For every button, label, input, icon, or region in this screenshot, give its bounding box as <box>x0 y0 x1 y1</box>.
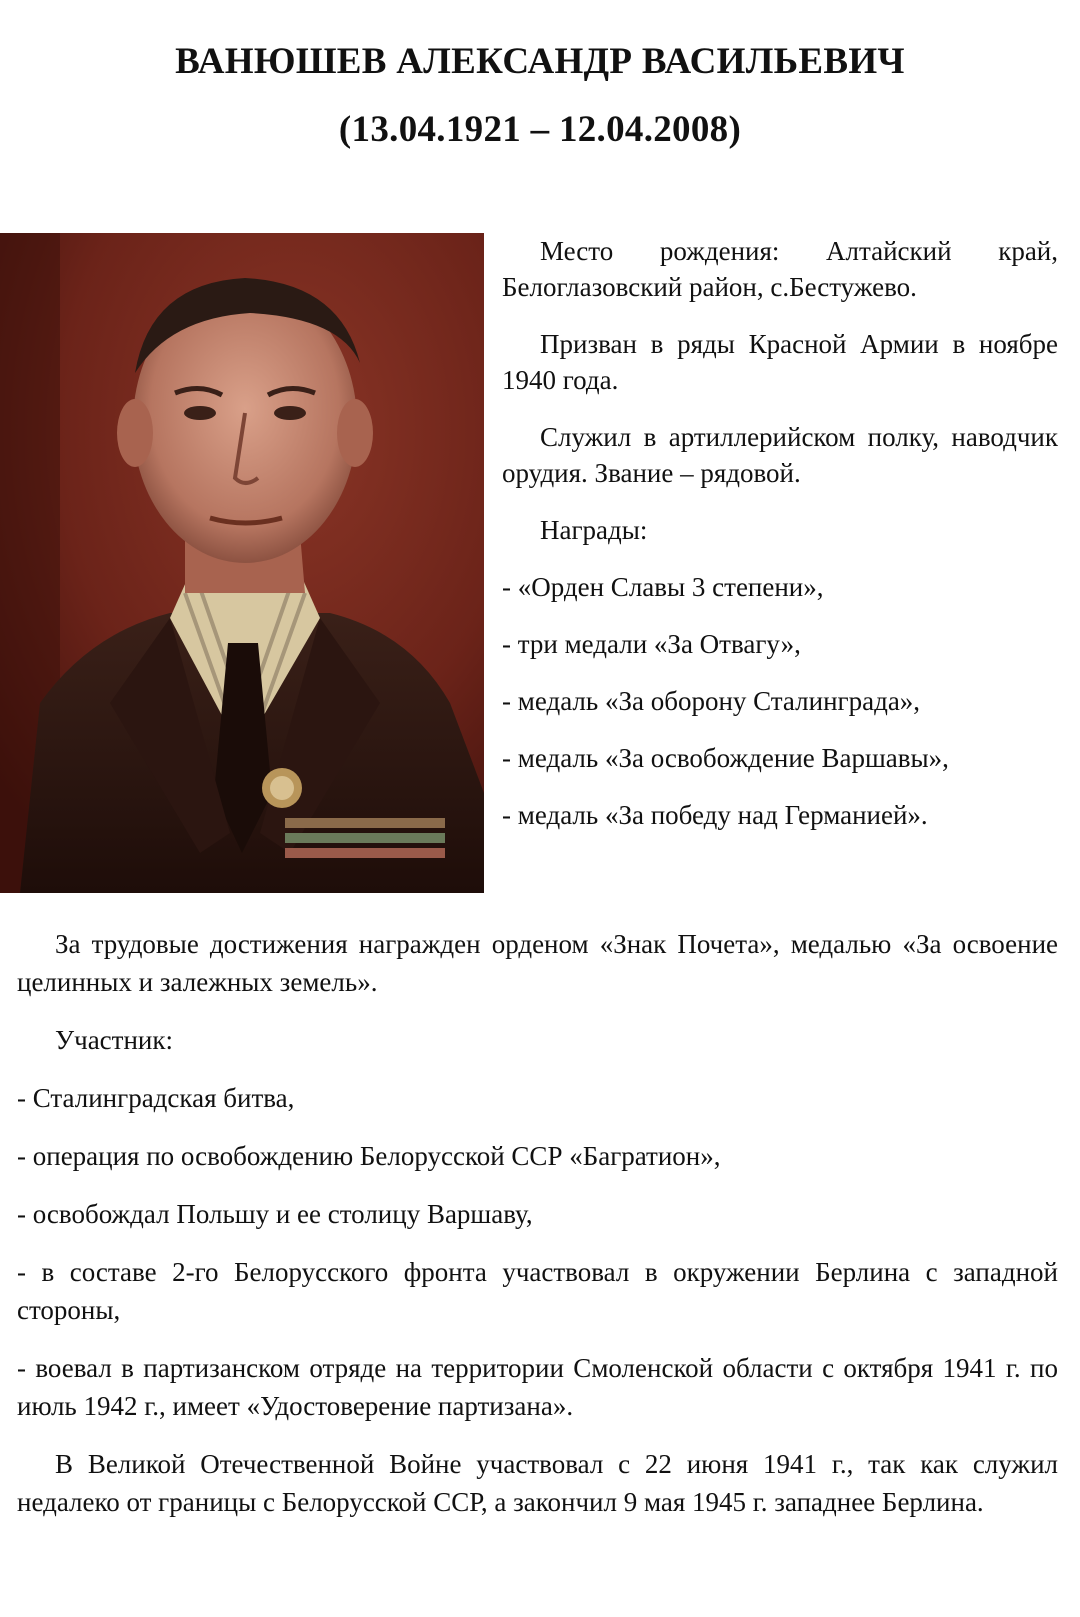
person-name-title: ВАНЮШЕВ АЛЕКСАНДР ВАСИЛЬЕВИЧ <box>175 41 905 82</box>
award-item: - три медали «За Отвагу», <box>502 629 801 659</box>
life-dates-title: (13.04.1921 – 12.04.2008) <box>338 109 742 150</box>
participation-section <box>17 925 1058 1541</box>
service-info-column <box>502 233 1058 854</box>
drafted-text: Призван в ряды Красной Армии в ноябре 1940 года. <box>502 329 1058 395</box>
birthplace-text: Место рождения: Алтайский край, Белоглазовский район, с.Бестужево. <box>502 236 1058 302</box>
award-item: - медаль «За оборону Сталинграда», <box>502 686 921 716</box>
award-item: - медаль «За победу над Германией». <box>502 800 928 830</box>
participation-item: - операция по освобождению Белорусской ССР «Багратион», <box>17 1141 721 1171</box>
participation-item: - Сталинградская битва, <box>17 1083 295 1113</box>
portrait-photo <box>0 233 484 893</box>
participant-heading: Участник: <box>55 1025 173 1055</box>
service-text: Служил в артиллерийском полку, наводчик орудия. Звание – рядовой. <box>502 422 1058 488</box>
participation-item: - воевал в партизанском отряде на территории Смоленской области с октября 1941 г. по июль 1942 г., имеет «Удостоверение партизана». <box>17 1353 1058 1421</box>
participation-item: - освобождал Польшу и ее столицу Варшаву, <box>17 1199 533 1229</box>
war-summary-text: В Великой Отечественной Войне участвовал с 22 июня 1941 г., так как служил недалеко от границы с Белорусской ССР, а закончил 9 мая 1945 г. западнее Берлина. <box>17 1449 1058 1517</box>
labor-awards-text: За трудовые достижения награжден орденом «Знак Почета», медалью «За освоение целинных и залежных земель». <box>17 929 1058 997</box>
participation-item: - в составе 2-го Белорусского фронта участвовал в окружении Берлина с западной стороны, <box>17 1257 1058 1325</box>
award-item: - медаль «За освобождение Варшавы», <box>502 743 949 773</box>
award-item: - «Орден Славы 3 степени», <box>502 572 824 602</box>
awards-heading: Награды: <box>540 515 648 545</box>
